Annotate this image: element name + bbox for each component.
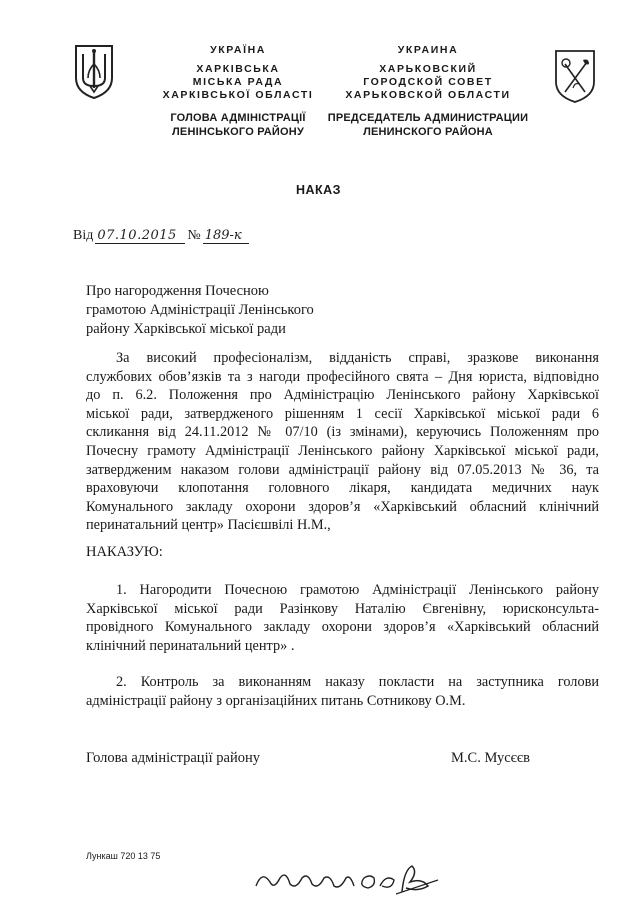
- preamble-line: враховуючи клопотання головного лікаря, кандидата медичних наук: [86, 480, 599, 497]
- document-title: НАКАЗ: [295, 183, 342, 197]
- preamble-line: За високий професіоналізм, відданість справі, зразкове виконання: [116, 350, 599, 366]
- executor-contact: Лункаш 720 13 75: [86, 851, 161, 861]
- council-line-3-ru: ХАРЬКОВСКОЙ ОБЛАСТИ: [345, 89, 511, 101]
- preamble-line: службових обов’язків та з нагоди професійного свята – Дня юриста, відповідно: [86, 368, 599, 385]
- preamble-line: до п. 6.2. Положення про Адміністрацію Ленінського району Харківської: [86, 387, 599, 404]
- preamble-line: перинатальний центр» Пасієшвілі Н.М.,: [86, 517, 331, 534]
- order-item-line: 1. Нагородити Почесною грамотою Адміністрації Ленінського району: [116, 582, 599, 598]
- order-subject: [86, 282, 386, 339]
- order-item-line: адміністрації району з організаційних питань Сотникову О.М.: [86, 692, 466, 709]
- signer-name: М.С. Мусєєв: [451, 750, 530, 766]
- council-line-2-ru: ГОРОДСКОЙ СОВЕТ: [363, 76, 493, 88]
- header-left: [128, 44, 348, 139]
- date-label: Від: [73, 228, 94, 243]
- order-heading: НАКАЗУЮ:: [86, 544, 163, 560]
- order-item-1: [86, 581, 599, 655]
- subject-line: грамотою Адміністрації Ленінського: [86, 302, 314, 318]
- preamble-line: Комунального закладу охорони здоров’я «Харківський обласний клінічний: [86, 498, 599, 515]
- order-item-line: Харківської міської ради Разінкову Наталію Євгенівну, юрисконсульта-: [86, 600, 599, 617]
- order-item-2: [86, 673, 599, 710]
- trident-coat-of-arms-icon: [72, 42, 116, 100]
- country-name-ua: УКРАЇНА: [210, 44, 266, 56]
- order-item-line: клінічний перинатальний центр» .: [86, 637, 295, 654]
- signer-title: Голова адміністрації району: [86, 750, 260, 766]
- subject-line: Про нагородження Почесною: [86, 283, 269, 299]
- number-label: №: [187, 228, 201, 243]
- order-item-line: провідного Комунального закладу охорони здоров’я «Харківський обласний: [86, 619, 599, 636]
- preamble-line: міської ради, затвердженого рішенням 1 сесії Харківської міської ради 6: [86, 405, 599, 422]
- subject-line: району Харківської міської ради: [86, 321, 286, 337]
- preamble-line: Почесну грамоту Адміністрації Ленінського району Харківської міської ради,: [86, 442, 599, 459]
- council-line-1-ru: ХАРЬКОВСКИЙ: [379, 63, 477, 75]
- handwritten-date: 07.10.2015: [95, 229, 185, 244]
- council-line-1: ХАРКІВСЬКА: [196, 63, 280, 75]
- kharkiv-city-coat-of-arms-icon: [553, 48, 597, 104]
- date-number-line: [71, 228, 249, 244]
- office-line-1-ru: ПРЕДСЕДАТЕЛЬ АДМИНИСТРАЦИИ: [327, 112, 529, 124]
- preamble-paragraph: [86, 349, 599, 535]
- council-line-3: ХАРКІВСЬКОЇ ОБЛАСТІ: [162, 89, 314, 101]
- preamble-line: скликання від 24.11.2012 № 07/10 (із змінами), керуючись Положенням про: [86, 424, 599, 441]
- country-name-ru: УКРАИНА: [397, 44, 459, 56]
- handwritten-number: 189-к: [203, 229, 249, 244]
- council-line-2: МІСЬКА РАДА: [192, 76, 284, 88]
- office-line-2-ru: ЛЕНИНСКОГО РАЙОНА: [363, 126, 493, 138]
- office-line-2: ЛЕНІНСЬКОГО РАЙОНУ: [172, 126, 304, 138]
- preamble-line: затвердженим наказом голови адміністрації району від 07.05.2013 № 36, та: [86, 461, 599, 478]
- header-right: [318, 44, 538, 139]
- handwritten-signature: [252, 856, 442, 902]
- order-item-line: 2. Контроль за виконанням наказу покласти на заступника голови: [116, 674, 599, 690]
- office-line-1: ГОЛОВА АДМІНІСТРАЦІЇ: [170, 112, 306, 124]
